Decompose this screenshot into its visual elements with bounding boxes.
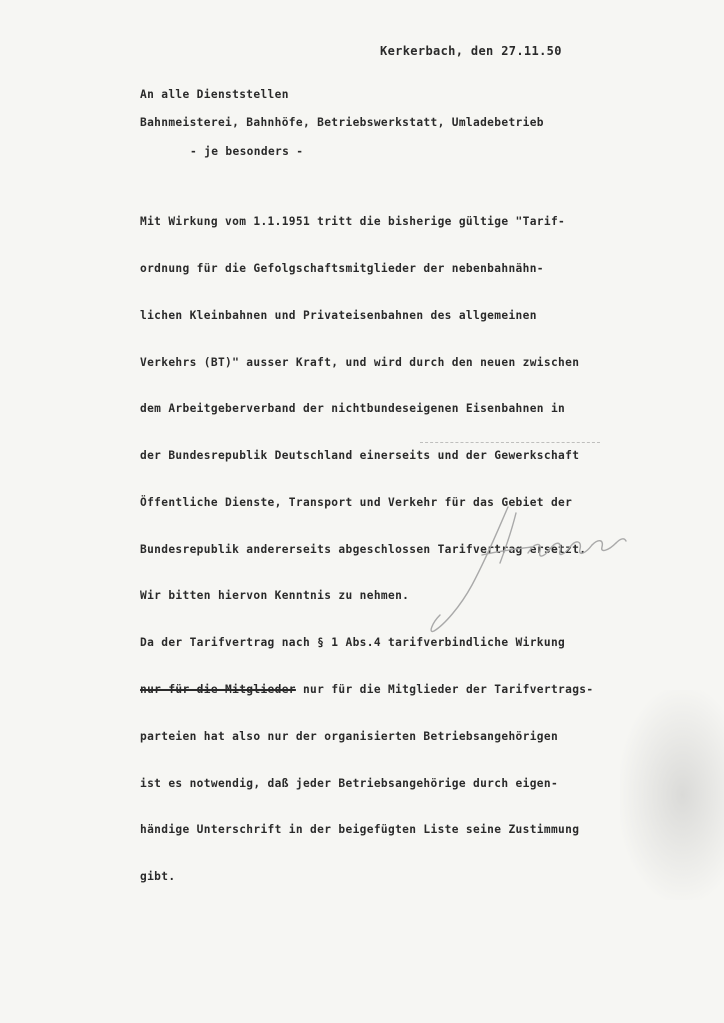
handwritten-signature: [420, 495, 640, 645]
struck-text: nur für die Mitglieder: [140, 683, 296, 696]
body-line-with-strikethrough: [140, 682, 593, 698]
body-line: Öffentliche Dienste, Transport und Verkehr für das Gebiet der: [140, 495, 573, 509]
body-line: dem Arbeitgeberverband der nichtbundeseigenen Eisenbahnen in: [140, 402, 566, 416]
body-line: ordnung für die Gefolgschaftsmitglieder der nebenbahnähn-: [140, 261, 544, 275]
body-line: händige Unterschrift in der beigefügten Liste seine Zustimmung: [140, 823, 580, 837]
body-line: Verkehrs (BT)" ausser Kraft, und wird durch den neuen zwischen: [140, 355, 580, 369]
separately-note: - je besonders -: [190, 145, 304, 158]
body-line-rest: nur für die Mitglieder der Tarifvertrags-: [295, 683, 594, 696]
body-line: Bundesrepublik andererseits abgeschlossen Tarifvertrag ersetzt.: [140, 542, 587, 556]
body-line: lichen Kleinbahnen und Privateisenbahnen des allgemeinen: [140, 308, 537, 322]
recipient-line: An alle Dienststellen: [140, 88, 289, 101]
place-date: Kerkerbach, den 27.11.50: [380, 44, 562, 58]
departments-line: Bahnmeisterei, Bahnhöfe, Betriebswerkstatt, Umladebetrieb: [140, 116, 544, 129]
body-line: gibt.: [140, 870, 176, 884]
body-line: parteien hat also nur der organisierten Betriebsangehörigen: [140, 729, 559, 743]
faint-rule: [420, 442, 600, 446]
body-line: Wir bitten hiervon Kenntnis zu nehmen.: [140, 589, 410, 603]
body-line: Da der Tarifvertrag nach § 1 Abs.4 tarifverbindliche Wirkung: [140, 636, 566, 650]
body-line: der Bundesrepublik Deutschland einerseits und der Gewerkschaft: [140, 449, 580, 463]
body-line: Mit Wirkung vom 1.1.1951 tritt die bisherige gültige "Tarif-: [140, 215, 566, 229]
scan-smudge: [620, 690, 724, 900]
body-line: ist es notwendig, daß jeder Betriebsangehörige durch eigen-: [140, 776, 559, 790]
